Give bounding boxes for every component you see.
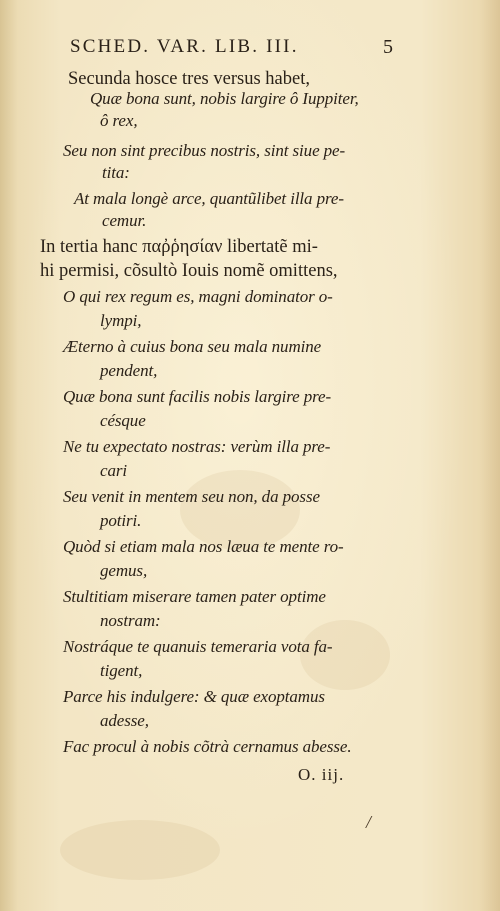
verse-line: Quæ bona sunt, nobis largire ô Iuppiter, (90, 89, 359, 108)
paper-stain (60, 820, 220, 880)
verse-line: At mala longè arce, quantũlibet illa pre- (74, 189, 344, 208)
verse-line: cari (100, 461, 127, 480)
verse-line: tigent, (100, 661, 143, 680)
verse-line: Quæ bona sunt facilis nobis largire pre- (63, 387, 332, 406)
signature-mark: O. iij. (298, 765, 345, 784)
verse-line: tita: (102, 163, 130, 182)
verse-line: Parce his indulgere: & quæ exoptamus (63, 687, 325, 706)
page-number: 5 (383, 36, 393, 58)
running-header: SCHED. VAR. LIB. III. (70, 36, 299, 57)
stray-mark: / (366, 812, 372, 832)
verse-line: O qui rex regum es, magni dominator o- (63, 287, 333, 306)
verse-line: cemur. (102, 211, 147, 230)
verse-line: pendent, (100, 361, 158, 380)
verse-line: Seu venit in mentem seu non, da posse (63, 487, 320, 506)
verse-line: gemus, (100, 561, 148, 580)
verse-line: Nostráque te quanuis temeraria vota fa- (63, 637, 333, 656)
verse-line: Stultitiam miserare tamen pater optime (63, 587, 326, 606)
verse-line: Seu non sint precibus nostris, sint siue pe- (63, 141, 346, 160)
prose-line: hi permisi, cõsultò Iouis nomẽ omittens, (40, 261, 338, 281)
verse-line: Ne tu expectato nostras: verùm illa pre- (63, 437, 331, 456)
verse-line: lympi, (100, 311, 142, 330)
verse-line: ô rex, (100, 111, 138, 130)
prose-line: Secunda hosce tres versus habet, (68, 69, 310, 89)
prose-line: In tertia hanc παῤῥησίαν libertatẽ mi- (40, 237, 318, 257)
verse-line: Æterno à cuius bona seu mala numine (63, 337, 322, 356)
verse-line: adesse, (100, 711, 149, 730)
verse-line: nostram: (100, 611, 161, 630)
verse-line: césque (100, 411, 146, 430)
verse-line: Quòd si etiam mala nos læua te mente ro- (63, 537, 344, 556)
verse-line: potiri. (100, 511, 142, 530)
verse-line: Fac procul à nobis cõtrà cernamus abesse. (63, 737, 352, 756)
